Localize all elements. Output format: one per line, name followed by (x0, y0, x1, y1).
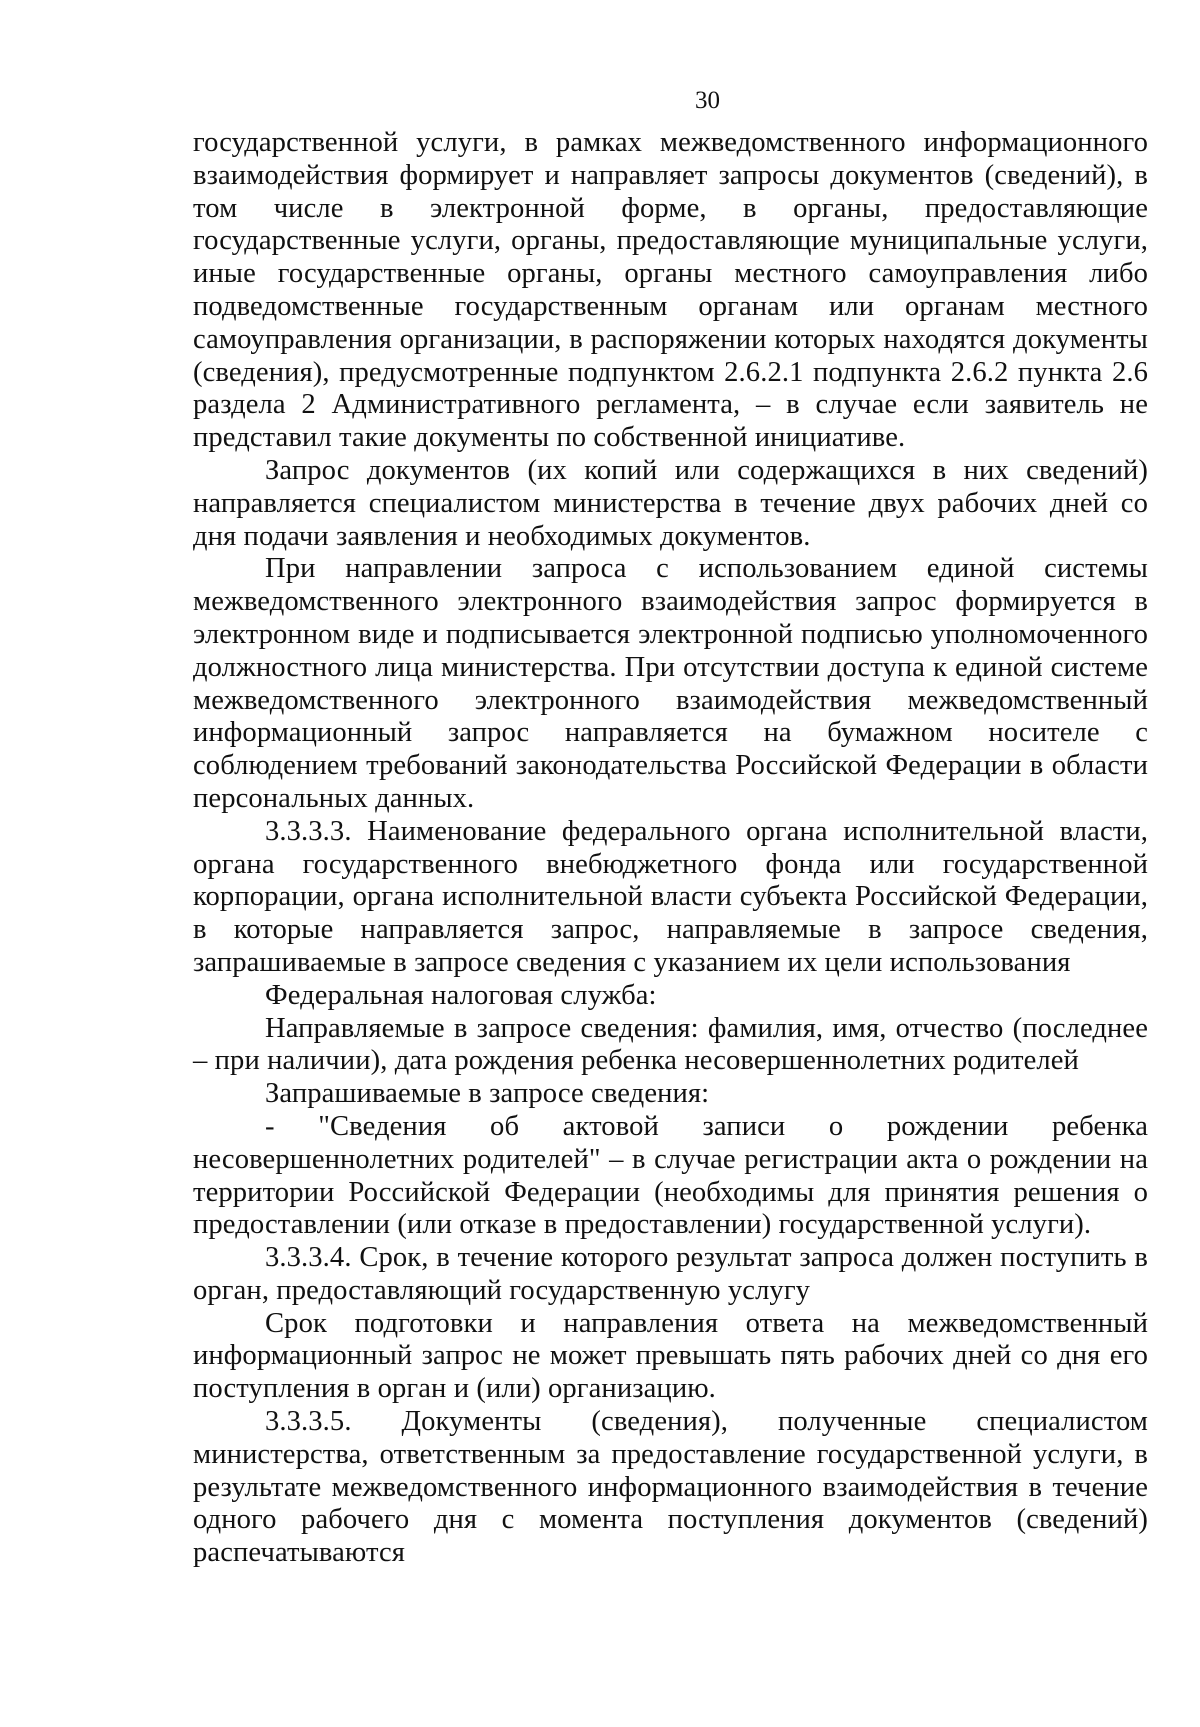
paragraph-3-3-3-5: 3.3.3.5. Документы (сведения), полученные специалистом министерства, ответственным за предоставление государственной услуги, в результате межведомственного информационного взаимодействия в течение одного рабочего дня с момента поступления документов (сведений) распечатываются (193, 1406, 1148, 1569)
list-item-birth-record: - "Сведения об актовой записи о рождении ребенка несовершеннолетних родителей" – в случае регистрации акта о рождении на территории Российской Федерации (необходимы для принятия решения о предоставлении (или отказе в предоставлении) государственной услуги). (193, 1110, 1148, 1241)
paragraph-response-term: Срок подготовки и направления ответа на межведомственный информационный запрос не может превышать пять рабочих дней со дня его поступления в орган и (или) организацию. (193, 1307, 1148, 1405)
paragraph-continuation: государственной услуги, в рамках межведомственного информационного взаимодействия формирует и направляет запросы документов (сведений), в том числе в электронной форме, в органы, предоставляющие государственные услуги, органы, предоставляющие муниципальные услуги, иные государственные органы, органы местного самоуправления либо подведомственные государственным органам или органам местного самоуправления организации, в распоряжении которых находятся документы (сведения), предусмотренные подпунктом 2.6.2.1 подпункта 2.6.2 пункта 2.6 раздела 2 Административного регламента, – в случае если заявитель не представил такие документы по собственной инициативе. (193, 127, 1148, 454)
paragraph-requested-info: Запрашиваемые в запросе сведения: (265, 1078, 710, 1110)
paragraph-sent-info: Направляемые в запросе сведения: фамилия, имя, отчество (последнее – при наличии), дата рождения ребенка несовершеннолетних родителей (193, 1012, 1148, 1077)
document-body (193, 127, 1148, 1570)
paragraph-request-documents: Запрос документов (их копий или содержащихся в них сведений) направляется специалистом министерства в течение двух рабочих дней со дня подачи заявления и необходимых документов. (193, 454, 1148, 552)
paragraph-tax-service: Федеральная налоговая служба: (265, 979, 657, 1011)
paragraph-electronic-system: При направлении запроса с использованием единой системы межведомственного электронного взаимодействия запрос формируется в электронном виде и подписывается электронной подписью уполномоченного должностного лица министерства. При отсутствии доступа к единой системе межведомственного электронного взаимодействия межведомственный информационный запрос направляется на бумажном носителе с соблюдением требований законодательства Российской Федерации в области персональных данных. (193, 553, 1148, 814)
paragraph-3-3-3-3: 3.3.3.3. Наименование федерального органа исполнительной власти, органа государственного внебюджетного фонда или государственной корпорации, органа исполнительной власти субъекта Российской Федерации, в которые направляется запрос, направляемые в запросе сведения, запрашиваемые в запросе сведения с указанием их цели использования (193, 815, 1148, 978)
page-number: 30 (695, 87, 720, 114)
paragraph-3-3-3-4: 3.3.3.4. Срок, в течение которого результат запроса должен поступить в орган, предоставляющий государственную услугу (193, 1242, 1148, 1306)
